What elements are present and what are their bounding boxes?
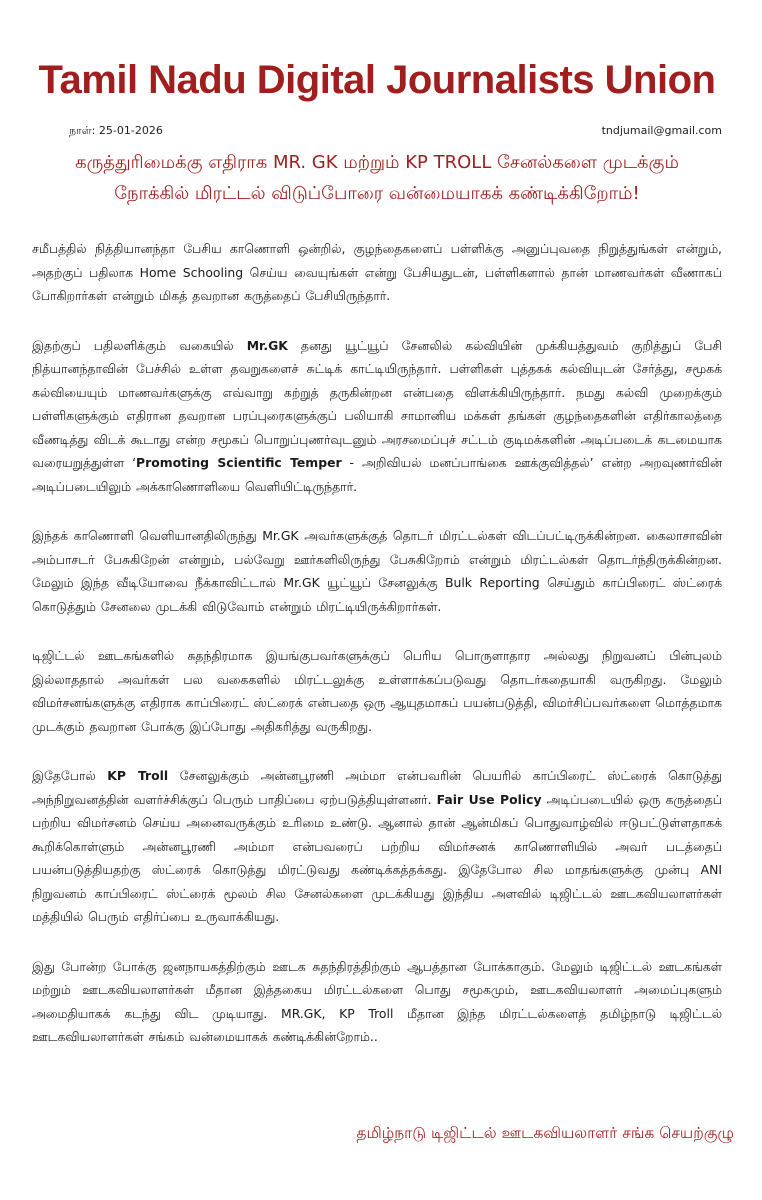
paragraph-5 bbox=[32, 764, 722, 929]
paragraph-5-bold-policy: Fair Use Policy bbox=[436, 791, 542, 807]
paragraph-6: இது போன்ற போக்கு ஜனநாயகத்திற்கும் ஊடக சுதந்திரத்திற்கும் ஆபத்தான போக்காகும். மேலும் டிஜிட்டல் ஊடகங்கள் மற்றும் ஊடகவியலாளர்கள் மீதான இத்தகைய மிரட்டல்களை பொது சமூகமும், ஊடகவியலாளர் அமைப்புகளும் அமைதியாகக் கடந்து விட முடியாது. MR.GK, KP Troll மீதான இந்த மிரட்டல்களைத் தமிழ்நாடு டிஜிட்டல் ஊடகவியலாளர்கள் சங்கம் வன்மையாகக் கண்டிக்கின்றோம்.. bbox=[32, 958, 722, 1044]
headline-line-2: நோக்கில் மிரட்டல் விடுப்போரை வன்மையாகக் கண்டிக்கிறோம்! bbox=[114, 183, 640, 204]
paragraph-5-part-a: இதேபோல் bbox=[32, 768, 108, 783]
headline-line-1: கருத்துரிமைக்கு எதிராக MR. GK மற்றும் KP TROLL சேனல்களை முடக்கும் bbox=[75, 152, 679, 173]
meta-row bbox=[32, 124, 722, 139]
body-text bbox=[32, 237, 722, 1049]
date-label: நாள்: 25-01-2026 bbox=[69, 124, 163, 137]
signature: தமிழ்நாடு டிஜிட்டல் ஊடகவியலாளர் சங்க செயற்குழு bbox=[356, 1124, 734, 1142]
paragraph-1: சமீபத்தில் நித்தியானந்தா பேசிய காணொளி ஒன்றில், குழந்தைகளைப் பள்ளிக்கு அனுப்புவதை நிறுத்துங்கள் என்றும், அதற்குப் பதிலாக Home Schooling செய்ய வையுங்கள் என்று பேசியதுடன், பள்ளிகளால் தான் மாணவர்கள் வீணாகப் போகிறார்கள் என்றும் மிகத் தவறான கருத்தைப் பேசியிருந்தார். bbox=[32, 241, 722, 303]
headline bbox=[32, 147, 722, 209]
paragraph-5-part-e: அடிப்படையில் ஒரு கருத்தைப் பற்றிய விமர்சனம் செய்ய அனைவருக்கும் உரிமை உண்டு. ஆனால் தான் ஆன்மிகப் பொதுவாழ்வில் ஈடுபட்டுள்ளதாகக் கூறிக்கொள்ளும் அன்னபூரணி அம்மா என்பவரைப் பற்றிய விமர்சனக் காணொளியில் அவர் படத்தைப் பயன்படுத்தியதற்கு ஸ்ட்ரைக் கொடுத்து மிரட்டுவது கண்டிக்கத்தக்கது. இதேபோல சில மாதங்களுக்கு முன்பு ANI நிறுவனம் காப்பிரைட் ஸ்ட்ரைக் மூலம் சில சேனல்களை முடக்கியது இந்திய அளவில் டிஜிட்டல் ஊடகவியலாளர்கள் மத்தியில் பெரும் எதிர்ப்பை உருவாக்கியது. bbox=[32, 791, 722, 924]
paragraph-5-bold-channel: KP Troll bbox=[107, 768, 169, 783]
paragraph-2 bbox=[32, 334, 722, 499]
paragraph-3: இந்தக் காணொளி வெளியானதிலிருந்து Mr.GK அவர்களுக்குத் தொடர் மிரட்டல்கள் விடப்பட்டிருக்கின்றன. கைலாசாவின் அம்பாசடர் பேசுகிறேன் என்றும், பல்வேறு ஊர்களிலிருந்து பேசுகிறோம் என்றும் மிரட்டல்கள் தொடர்ந்திருக்கின்றன. மேலும் இந்த வீடியோவை நீக்காவிட்டால் Mr.GK யூட்யூப் சேனலுக்கு Bulk Reporting செய்தும் காப்பிரைட் ஸ்ட்ரைக் கொடுத்தும் சேனலை முடக்கி விடுவோம் என்றும் மிரட்டியிருக்கிறார்கள். bbox=[32, 528, 722, 614]
paragraph-2-bold-phrase: Promoting Scientific Temper bbox=[136, 455, 342, 470]
paragraph-2-part-e: - அறிவியல் மனப்பாங்கை ஊக்குவித்தல்’ என்ற அறவுணர்வின் அடிப்படையிலும் அக்காணொளியை வெளியிட்டிருந்தார். bbox=[32, 455, 722, 494]
org-title: Tamil Nadu Digital Journalists Union bbox=[38, 58, 716, 102]
email-address: tndjumail@gmail.com bbox=[601, 124, 722, 137]
paragraph-2-bold-name: Mr.GK bbox=[246, 337, 288, 353]
paragraph-4: டிஜிட்டல் ஊடகங்களில் சுதந்திரமாக இயங்குபவர்களுக்குப் பெரிய பொருளாதார அல்லது நிறுவனப் பின்புலம் இல்லாததால் அவர்கள் பல வகைகளில் மிரட்டலுக்கு உள்ளாக்கப்படுவது தொடர்கதையாகி வருகிறது. மேலும் விமர்சனங்களுக்கு எதிராக காப்பிரைட் ஸ்ட்ரைக் என்பதை ஒரு ஆயுதமாகப் பயன்படுத்தி, விமர்சிப்பவர்களை மொத்தமாக முடக்கும் தவறான போக்கு இப்போது அதிகரித்து வருகிறது. bbox=[32, 648, 722, 734]
paragraph-2-part-a: இதற்குப் பதிலளிக்கும் வகையில் bbox=[32, 337, 247, 353]
paragraph-2-part-c: தனது யூட்யூப் சேனலில் கல்வியின் முக்கியத்துவம் குறித்துப் பேசி நித்யானந்தாவின் பேச்சில் உள்ள தவறுகளைச் சுட்டிக் காட்டியிருந்தார். பள்ளிகள் புத்தகக் கல்வியுடன் சேர்த்து, சமூகக் கல்வியையும் மாணவர்களுக்கு எவ்வாறு கற்றுத் தருகின்றன என்பதை விளக்கியிருந்தார். நமது கல்வி முறைக்கும் பள்ளிகளுக்கும் எதிரான தவறான பரப்புரைகளுக்குப் பலியாகி சாமானிய மக்கள் தங்கள் குழந்தைகளின் எதிர்காலத்தை வீணடித்து விடக் கூடாது என்ற சமூகப் பொறுப்புணர்வுடனும் அரசமைப்புச் சட்டம் குடிமக்களின் அடிப்படைக் கடமையாக வரையறுத்துள்ள ‘ bbox=[32, 337, 722, 470]
paragraph-5-part-c: சேனலுக்கும் அன்னபூரணி அம்மா என்பவரின் பெயரில் காப்பிரைட் ஸ்ட்ரைக் கொடுத்து அந்நிறுவனத்தின் வளர்ச்சிக்குப் பெரும் பாதிப்பை ஏற்படுத்தியுள்ளனர். bbox=[32, 768, 722, 807]
